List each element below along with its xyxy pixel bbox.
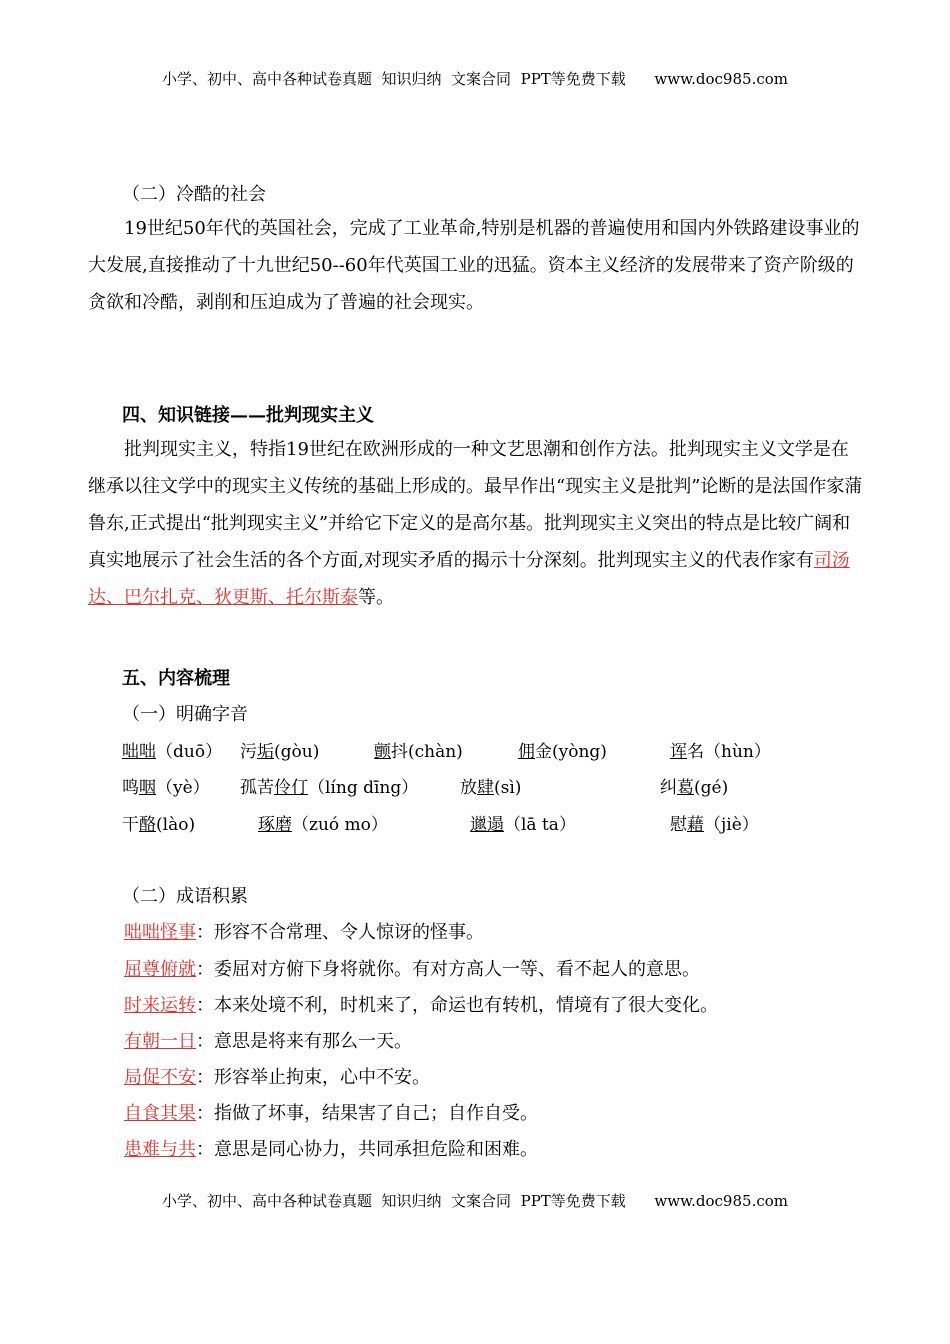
idiom-item: 局促不安：形容举止拘束，心中不安。	[124, 1067, 430, 1088]
idiom-item: 屈尊俯就：委屈对方俯下身将就你。有对方高人一等、看不起人的意思。	[124, 959, 700, 980]
section-content-title: 五、内容梳理	[122, 668, 230, 689]
idiom-item: 患难与共：意思是同心协力，共同承担危险和困难。	[124, 1139, 538, 1160]
idiom-item: 时来运转：本来处境不利，时机来了，命运也有转机，情境有了很大变化。	[124, 995, 718, 1016]
section-knowledge-link-title: 四、知识链接——批判现实主义	[122, 405, 374, 426]
pinyin-item: 琢磨（zuó mo）	[258, 815, 388, 835]
pinyin-item: 慰藉（jiè）	[670, 815, 759, 835]
section-cold-society-paragraph: 19世纪50年代的英国社会，完成了工业革命,特别是机器的普遍使用和国内外铁路建设事业的大发展,直接推动了十九世纪50--60年代英国工业的迅猛。资本主义经济的发展带来了资产阶级的贪欲和冷酷，剥削和压迫成为了普遍的社会现实。	[88, 218, 860, 313]
pinyin-item: 佣金(yòng)	[518, 742, 607, 762]
critical-realism-text: 批判现实主义，特指19世纪在欧洲形成的一种文艺思潮和创作方法。批判现实主义文学是在继承以往文学中的现实主义传统的基础上形成的。最早作出“现实主义是批判”论断的是法国作家蒲鲁东,正式提出“批判现实主义”并给它下定义的是高尔基。批判现实主义突出的特点是比较广阔和真实地展示了社会生活的各个方面,对现实矛盾的揭示十分深刻。批判现实主义的代表作家有	[88, 439, 863, 571]
page-footer: 小学、初中、高中各种试卷真题 知识归纳 文案合同 PPT等免费下载 www.doc985.com	[161, 1192, 788, 1210]
paragraph-end: 等。	[358, 587, 394, 608]
pinyin-item: 鸣咽（yè）	[122, 778, 210, 798]
pronunciation-subtitle: （一）明确字音	[122, 704, 248, 725]
pinyin-item: 咄咄（duō）	[122, 742, 223, 762]
page-header: 小学、初中、高中各种试卷真题 知识归纳 文案合同 PPT等免费下载 www.doc985.com	[161, 70, 788, 88]
section-cold-society-title: （二）冷酷的社会	[122, 184, 266, 205]
pinyin-item: 颤抖(chàn)	[374, 742, 463, 762]
idiom-item: 有朝一日：意思是将来有那么一天。	[124, 1031, 412, 1052]
pinyin-item: 放肆(sì)	[460, 778, 522, 798]
pinyin-item: 污垢(gòu)	[240, 742, 320, 762]
pinyin-item: 干酪(lào)	[122, 815, 196, 835]
idiom-item: 自食其果：指做了坏事，结果害了自己；自作自受。	[124, 1103, 538, 1124]
pinyin-item: 诨名（hùn）	[670, 742, 771, 762]
pinyin-item: 孤苦伶仃（líng dīng）	[240, 778, 419, 798]
pinyin-item: 邋遢（lā ta）	[470, 815, 576, 835]
representative-authors: 司汤达、巴尔扎克、狄更斯、托尔斯泰	[88, 550, 850, 608]
idiom-item: 咄咄怪事：形容不合常理、令人惊讶的怪事。	[124, 922, 484, 943]
pinyin-item: 纠葛(gé)	[660, 778, 729, 798]
idiom-subtitle: （二）成语积累	[122, 886, 248, 907]
section-knowledge-link-paragraph	[88, 431, 866, 616]
